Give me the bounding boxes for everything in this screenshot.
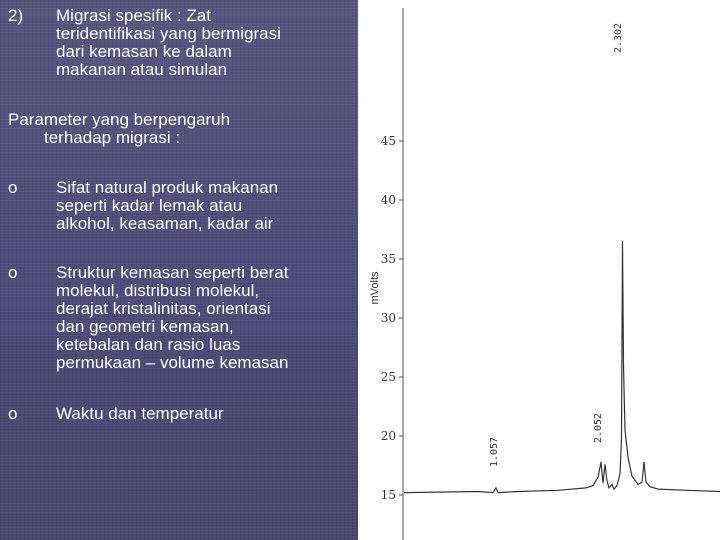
y-tick-label: 15: [380, 488, 396, 502]
y-axis-label: mVolts: [369, 271, 381, 305]
chromatogram-panel: [358, 0, 720, 540]
bullet-text-line: permukaan – volume kemasan: [56, 353, 289, 372]
point-text-line: makanan atau simulan: [56, 60, 228, 79]
peak-label: 2.052: [593, 412, 604, 444]
point-text-line: dari kemasan ke dalam: [56, 42, 232, 61]
y-tick-label: 30: [380, 311, 396, 325]
left-text-panel: [0, 0, 358, 540]
y-tick-label: 25: [380, 370, 396, 384]
parameter-heading-line: terhadap migrasi :: [44, 128, 181, 147]
chromatogram-trace: [404, 241, 720, 492]
bullet-text-line: derajat kristalinitas, orientasi: [56, 299, 271, 318]
point-number: 2): [8, 6, 24, 25]
point-text-line: Migrasi spesifik : Zat: [56, 6, 211, 25]
bullet-text-line: molekul, distribusi molekul,: [56, 281, 260, 300]
bullet-text-line: dan geometri kemasan,: [56, 317, 234, 336]
bullet-text-line: ketebalan dan rasio luas: [56, 335, 241, 354]
bullet-text-line: Struktur kemasan seperti berat: [56, 263, 289, 282]
chromatogram-chart: [358, 0, 720, 540]
peak-label: 2.302: [613, 22, 624, 54]
y-tick-label: 20: [380, 429, 396, 443]
bullet-text-line: Waktu dan temperatur: [56, 404, 224, 423]
y-tick-label: 40: [380, 193, 396, 207]
parameter-heading-line: Parameter yang berpengaruh: [8, 110, 231, 129]
y-tick-label: 35: [380, 252, 396, 266]
peak-label: 1.057: [489, 436, 500, 468]
point-text-line: teridentifikasi yang bermigrasi: [56, 24, 281, 43]
bullet-text-line: alkohol, keasaman, kadar air: [56, 214, 274, 233]
y-tick-label: 45: [380, 134, 396, 148]
bullet-marker: o: [8, 404, 18, 423]
bullet-marker: o: [8, 263, 18, 282]
bullet-text-line: seperti kadar lemak atau: [56, 196, 243, 215]
bullet-marker: o: [8, 178, 18, 197]
bullet-text-line: Sifat natural produk makanan: [56, 178, 279, 197]
